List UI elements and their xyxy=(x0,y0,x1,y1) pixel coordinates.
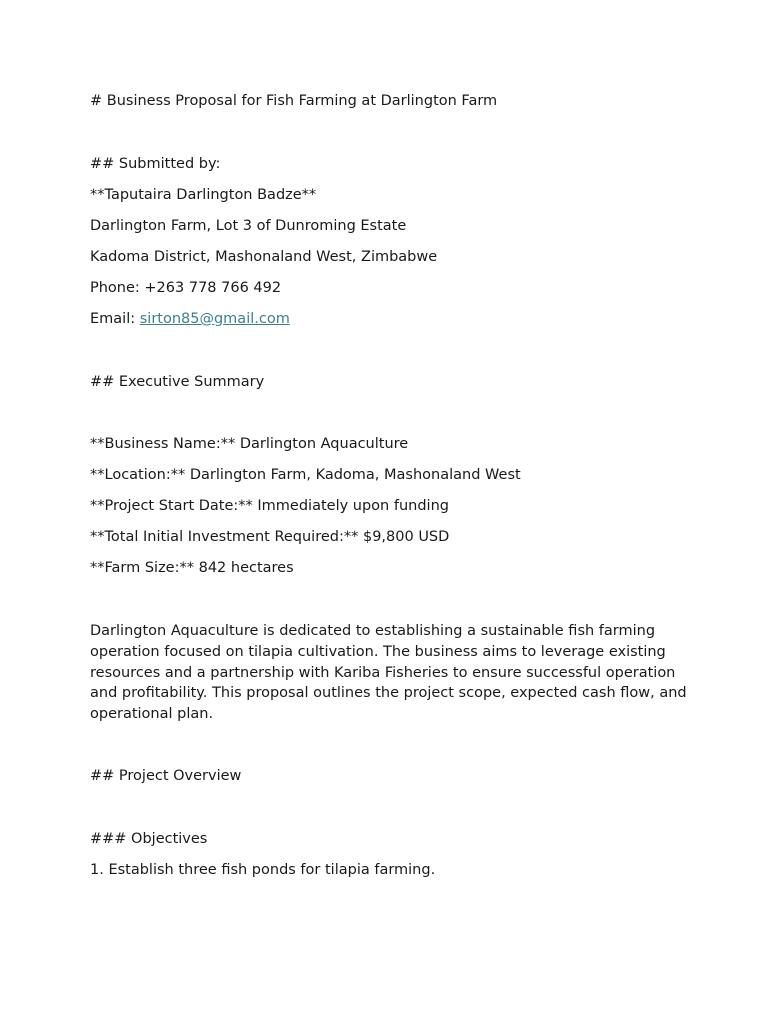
start-date-line: **Project Start Date:** Immediately upon funding xyxy=(90,498,449,514)
address-line-2: Kadoma District, Mashonaland West, Zimbabwe xyxy=(90,249,438,265)
email-line xyxy=(90,309,290,329)
objective-item-1: 1. Establish three fish ponds for tilapia farming. xyxy=(90,862,436,878)
objectives-heading: ### Objectives xyxy=(90,831,208,847)
executive-summary-heading: ## Executive Summary xyxy=(90,374,265,390)
location-line: **Location:** Darlington Farm, Kadoma, Mashonaland West xyxy=(90,467,521,483)
phone-line: Phone: +263 778 766 492 xyxy=(90,280,282,296)
project-overview-heading: ## Project Overview xyxy=(90,768,242,784)
business-name-line: **Business Name:** Darlington Aquaculture xyxy=(90,436,409,452)
summary-paragraph: Darlington Aquaculture is dedicated to establishing a sustainable fish farming operation focused on tilapia cultivation. The business aims to leverage existing resources and a partnership with Kariba Fisheries to ensure successful operation and profitability. This proposal outlines the project scope, expected cash flow, and operational plan. xyxy=(90,623,687,723)
address-line-1: Darlington Farm, Lot 3 of Dunroming Estate xyxy=(90,218,407,234)
email-label: Email: xyxy=(90,311,140,327)
document-title: # Business Proposal for Fish Farming at Darlington Farm xyxy=(90,93,498,109)
email-link[interactable]: sirton85@gmail.com xyxy=(139,311,290,327)
submitter-name: **Taputaira Darlington Badze** xyxy=(90,187,317,203)
farm-size-line: **Farm Size:** 842 hectares xyxy=(90,560,294,576)
submitted-by-heading: ## Submitted by: xyxy=(90,156,221,172)
investment-line: **Total Initial Investment Required:** $9,800 USD xyxy=(90,529,450,545)
